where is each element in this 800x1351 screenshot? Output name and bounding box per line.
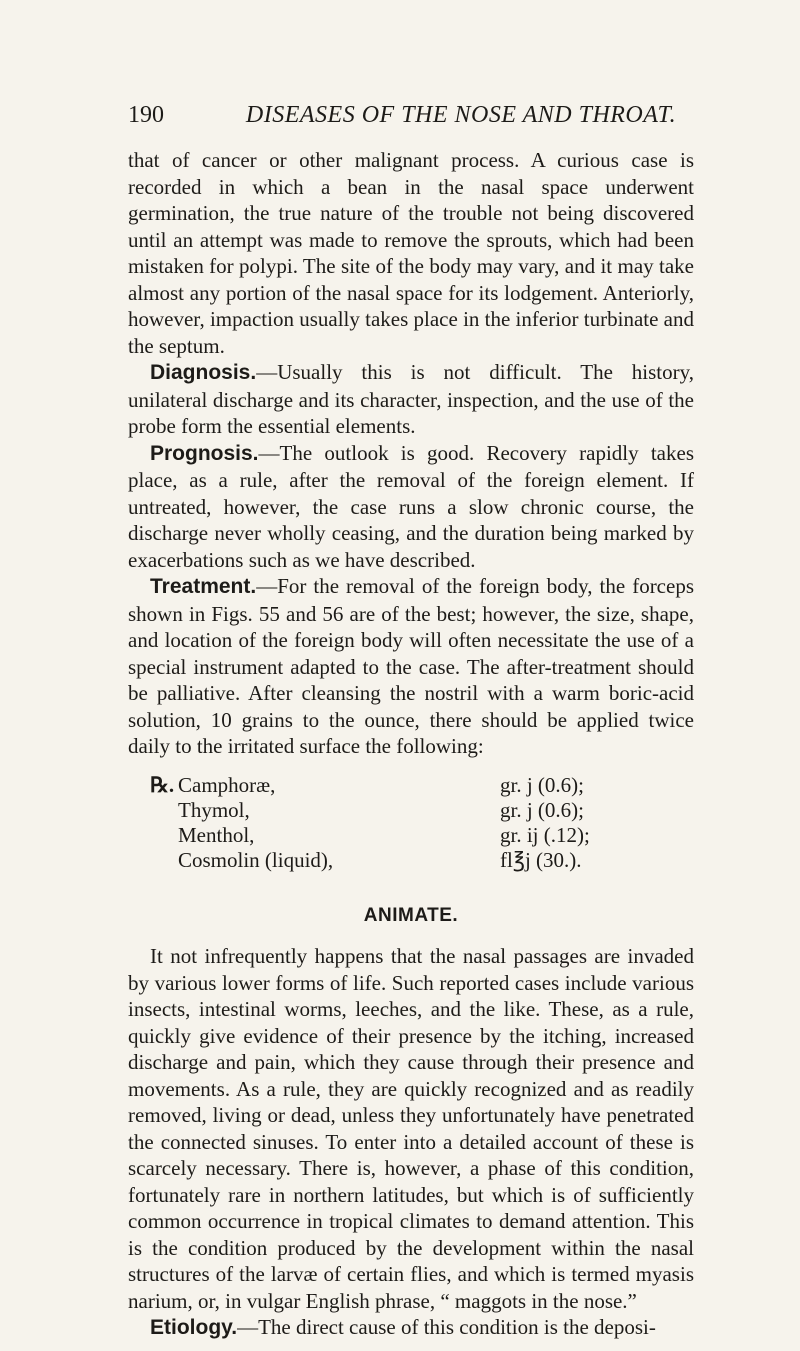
- prescription: [150, 773, 694, 873]
- animate-paragraph: It not infrequently happens that the nasal passages are invaded by various lower forms of life. Such reported cases include various insects, intestinal worms, leeches, and the like. These, as a rule, quickly give evidence of their presence by the itching, increased discharge and pain, which they cause through their presence and movements. As a rule, they are quickly recognized and as readily removed, living or dead, unless they unfortunately have penetrated the connected sinuses. To enter into a detailed account of these is scarcely necessary. There is, however, a phase of this condition, fortunately rare in northern latitudes, but which is of sufficiently common occurrence in tropical climates to demand attention. This is the condition produced by the development within the nasal structures of the larvæ of certain flies, and which is termed myasis narium, or, in vulgar English phrase, “ maggots in the nose.”: [128, 944, 694, 1313]
- ingredient-dose: gr. j (0.6);: [500, 772, 584, 797]
- page-header: [128, 102, 694, 136]
- recipe-symbol: ℞.: [150, 772, 175, 797]
- prescription-row: [150, 773, 694, 798]
- etiology-text: —The direct cause of this condition is the deposi-: [237, 1315, 656, 1339]
- ingredient-name: Cosmolin (liquid),: [178, 847, 334, 872]
- treatment-text: —For the removal of the foreign body, the forceps shown in Figs. 55 and 56 are of the best; however, the size, shape, and location of the foreign body will often necessitate the use of a special instrument adapted to the case. The after-treatment should be palliative. After cleansing the nostril with a warm boric-acid solution, 10 grains to the ounce, there should be applied twice daily to the irritated surface the following:: [128, 574, 694, 758]
- etiology-heading: Etiology.: [150, 1316, 238, 1339]
- ingredient-dose: fl℥j (30.).: [500, 847, 582, 872]
- diagnosis-paragraph: [128, 359, 694, 440]
- ingredient-name: Menthol,: [178, 822, 255, 847]
- prescription-row: [150, 798, 694, 823]
- diagnosis-heading: Diagnosis.: [150, 361, 257, 384]
- running-head: DISEASES OF THE NOSE AND THROAT.: [245, 102, 677, 128]
- page-number: 190: [128, 102, 164, 128]
- diagnosis-text: —Usually this is not difficult. The history, unilateral discharge and its character, inspection, and the use of the probe form the essential elements.: [128, 360, 694, 438]
- ingredient-dose: gr. ij (.12);: [500, 822, 590, 847]
- prognosis-paragraph: [128, 440, 694, 574]
- ingredient-dose: gr. j (0.6);: [500, 797, 584, 822]
- body-text: [128, 147, 694, 1342]
- intro-paragraph: that of cancer or other malignant process. A curious case is recorded in which a bean in the nasal space underwent germination, the true nature of the trouble not being discovered until an attempt was made to remove the sprouts, which had been mistaken for polypi. The site of the body may vary, and it may take almost any portion of the nasal space for its lodgement. Anteriorly, however, impaction usually takes place in the inferior turbinate and the septum.: [128, 148, 694, 358]
- ingredient-name: Camphoræ,: [178, 772, 276, 797]
- ingredient-name: Thymol,: [178, 797, 250, 822]
- prognosis-heading: Prognosis.: [150, 441, 259, 465]
- treatment-paragraph: [128, 573, 694, 760]
- prognosis-text: —The outlook is good. Recovery rapidly takes place, as a rule, after the removal of the foreign element. If untreated, however, the case runs a slow chronic course, the discharge never wholly ceasing, and the duration being marked by exacerbations such as we have described.: [128, 440, 694, 572]
- prescription-row: [150, 823, 694, 848]
- section-title: ANIMATE.: [363, 904, 459, 926]
- etiology-paragraph: [128, 1314, 694, 1342]
- treatment-heading: Treatment.: [150, 575, 257, 598]
- prescription-row: [150, 848, 694, 873]
